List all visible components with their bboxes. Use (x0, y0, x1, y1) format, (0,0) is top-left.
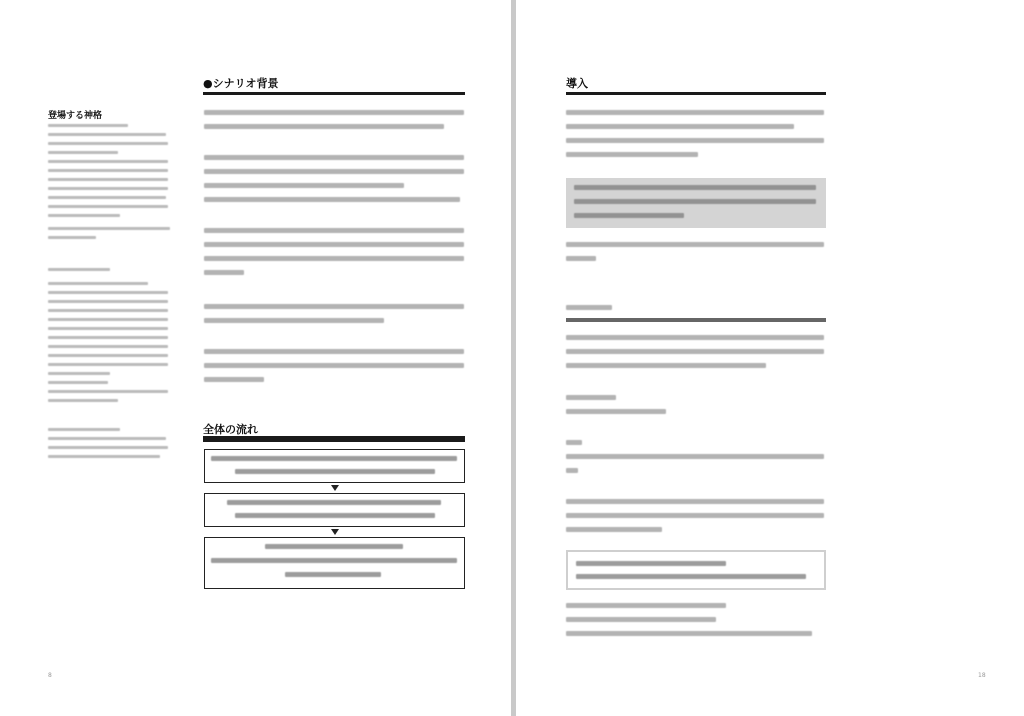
flow-step-3 (204, 537, 465, 589)
note-box (566, 550, 826, 590)
subheading-rule (566, 318, 826, 322)
flow-step-2 (204, 493, 465, 527)
left-folio: 8 (48, 672, 52, 679)
flow-arrow-1 (331, 485, 339, 491)
intro-heading-rule (566, 92, 826, 95)
scenario-heading: ●シナリオ背景 (203, 77, 279, 90)
left-page (0, 0, 511, 716)
scenario-heading-rule (203, 92, 465, 95)
flow-step-1 (204, 449, 465, 483)
intro-heading: 導入 (566, 77, 588, 90)
flow-arrow-2 (331, 529, 339, 535)
right-page (516, 0, 1024, 716)
right-folio: 18 (978, 672, 986, 679)
sidebar-title: 登場する神格 (48, 111, 103, 121)
highlight-box (566, 178, 826, 228)
flow-heading: 全体の流れ (203, 423, 258, 436)
flow-heading-rule (203, 436, 465, 439)
